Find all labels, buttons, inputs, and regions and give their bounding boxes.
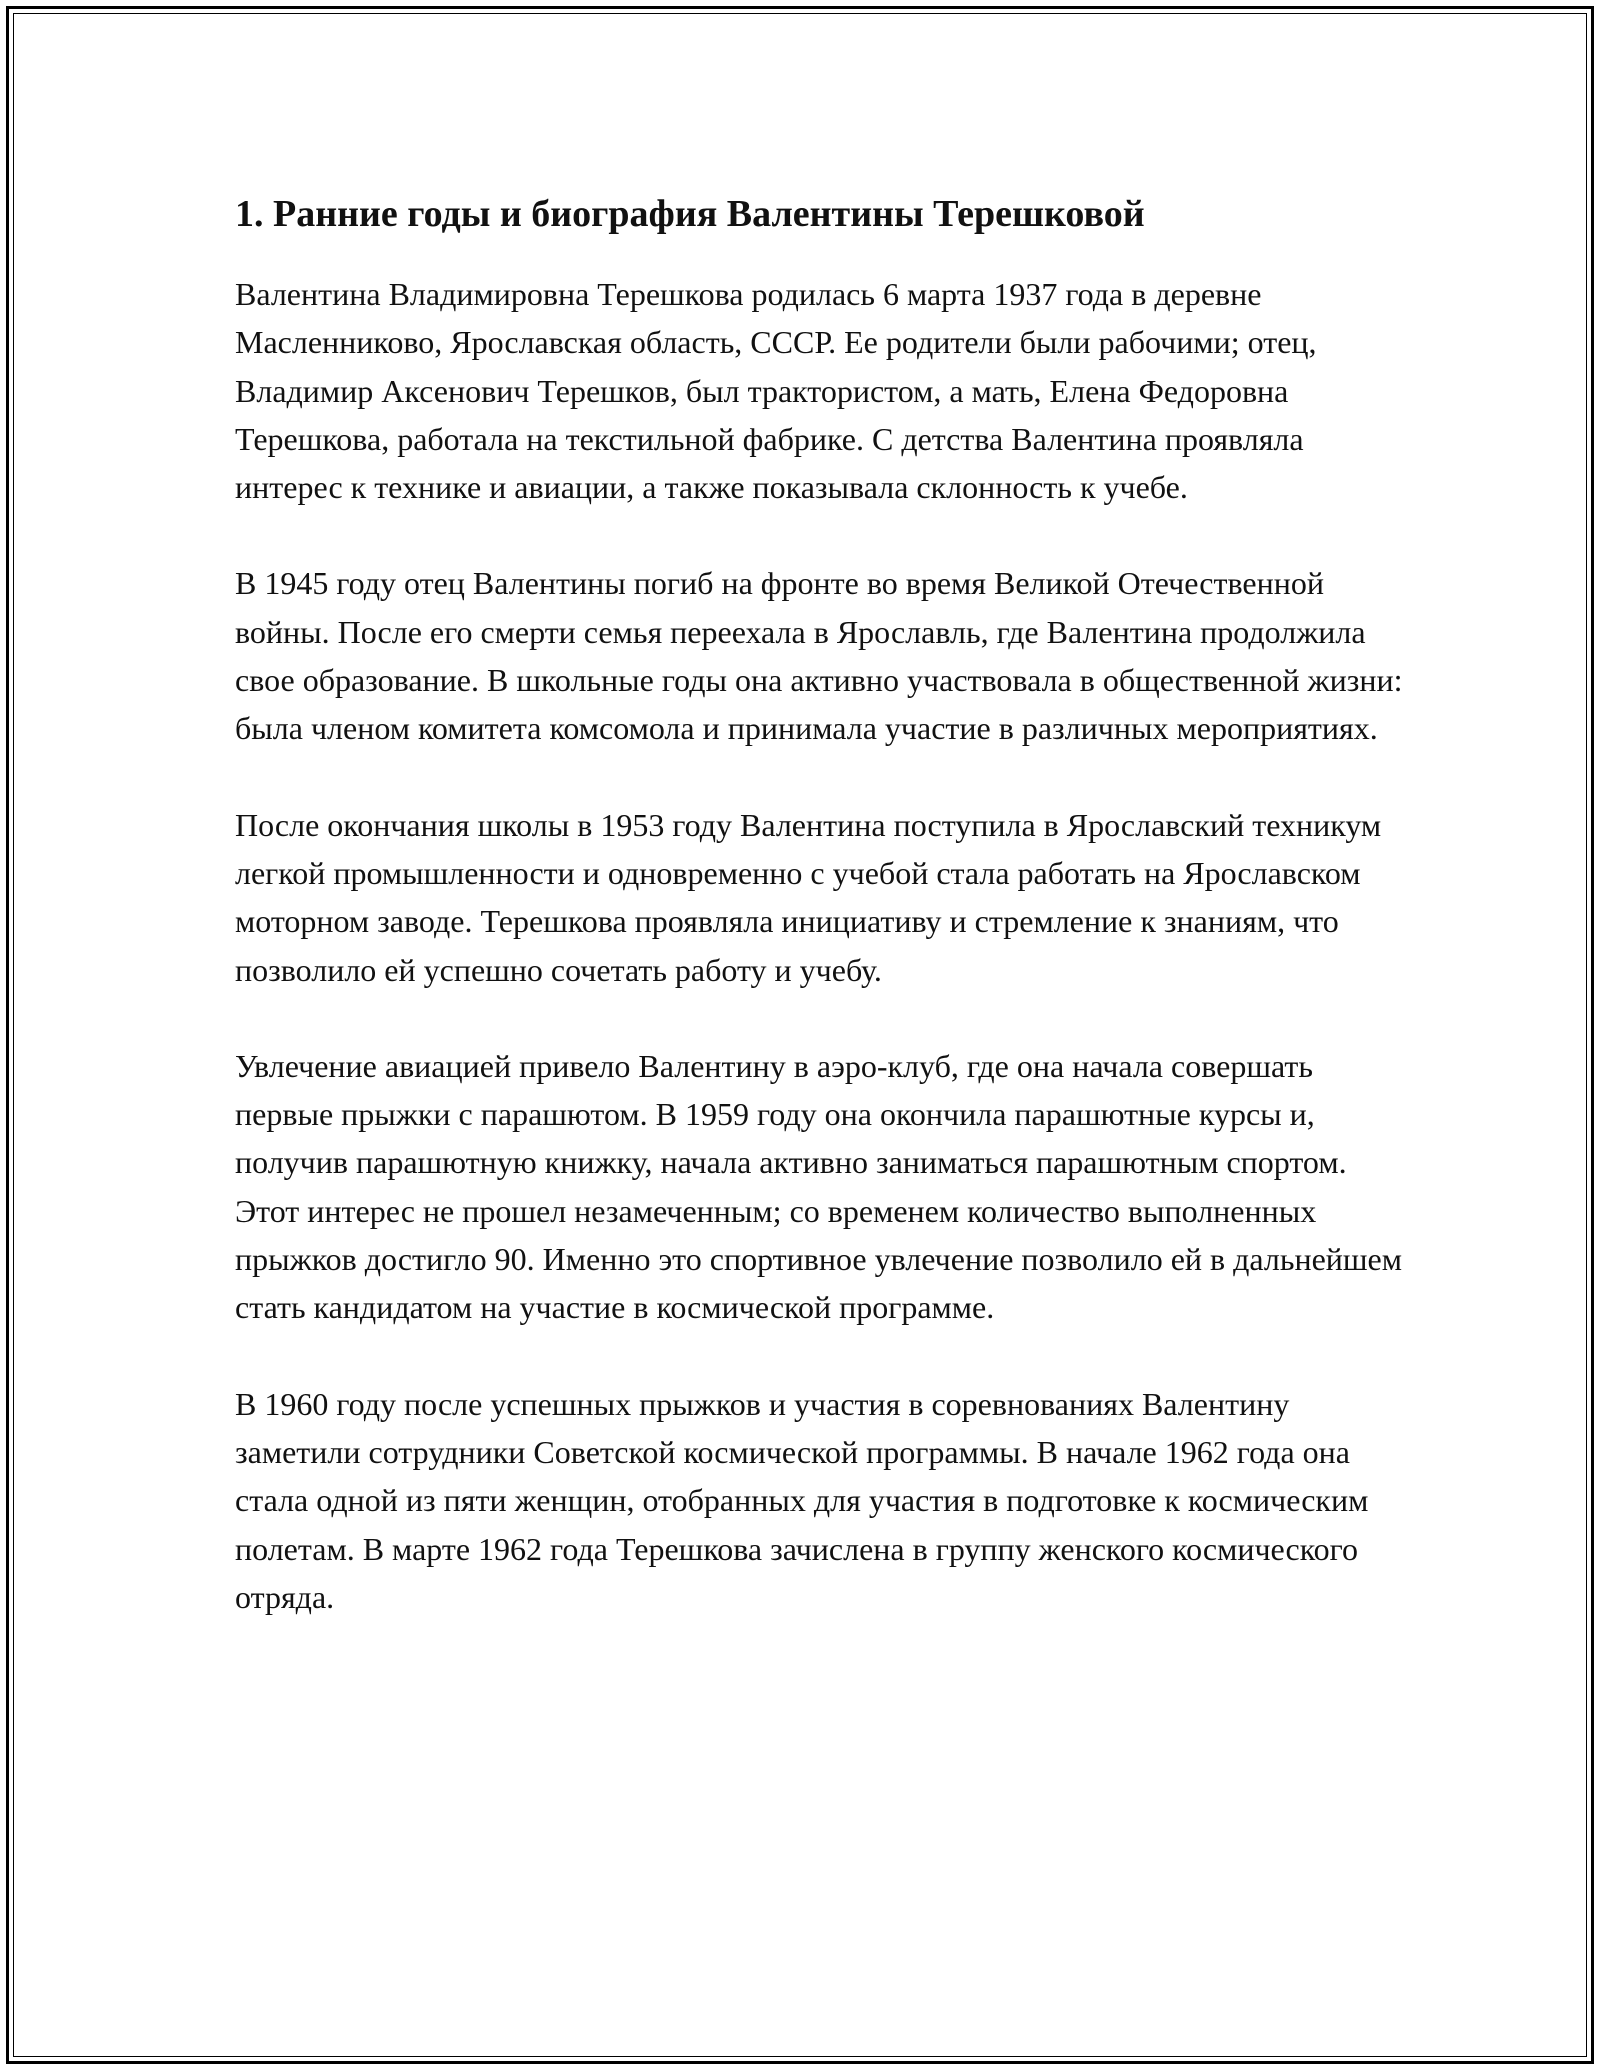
paragraph-technical-school: После окончания школы в 1953 году Валентина поступила в Ярославский техникум легкой промышленности и одновременно с учебой стала работать на Ярославском моторном заводе. Терешкова проявляла инициативу и стремление к знаниям, что позволило ей успешно сочетать работу и учебу. — [235, 806, 1382, 988]
section-heading: 1. Ранние годы и биография Валентины Терешковой — [235, 193, 1145, 235]
paragraph-father-death: В 1945 году отец Валентины погиб на фронте во время Великой Отечественной войны. После его смерти семья переехала в Ярославль, где Валентина продолжила свое образование. В школьные годы она активно участвовала в общественной жизни: была членом комитета комсомола и принимала участие в различных мероприятиях. — [235, 565, 1403, 747]
paragraph-space-program: В 1960 году после успешных прыжков и участия в соревнованиях Валентину заметили сотрудники Советской космической программы. В начале 1962 года она стала одной из пяти женщин, отобранных для участия в подготовке к космическим полетам. В марте 1962 года Терешкова зачислена в группу женского космического отряда. — [235, 1385, 1369, 1615]
document-body — [235, 186, 1415, 1669]
paragraph-parachuting: Увлечение авиацией привело Валентину в аэро-клуб, где она начала совершать первые прыжки с парашютом. В 1959 году она окончила парашютные курсы и, получив парашютную книжку, начала активно заниматься парашютным спортом. Этот интерес не прошел незамеченным; со временем количество выполненных прыжков достигло 90. Именно это спортивное увлечение позволило ей в дальнейшем стать кандидатом на участие в космической программе. — [235, 1047, 1402, 1326]
paragraph-early-life: Валентина Владимировна Терешкова родилась 6 марта 1937 года в деревне Масленниково, Ярославская область, СССР. Ее родители были рабочими; отец, Владимир Аксенович Терешков, был трактористом, а мать, Елена Федоровна Терешкова, работала на текстильной фабрике. С детства Валентина проявляла интерес к технике и авиации, а также показывала склонность к учебе. — [235, 276, 1317, 506]
